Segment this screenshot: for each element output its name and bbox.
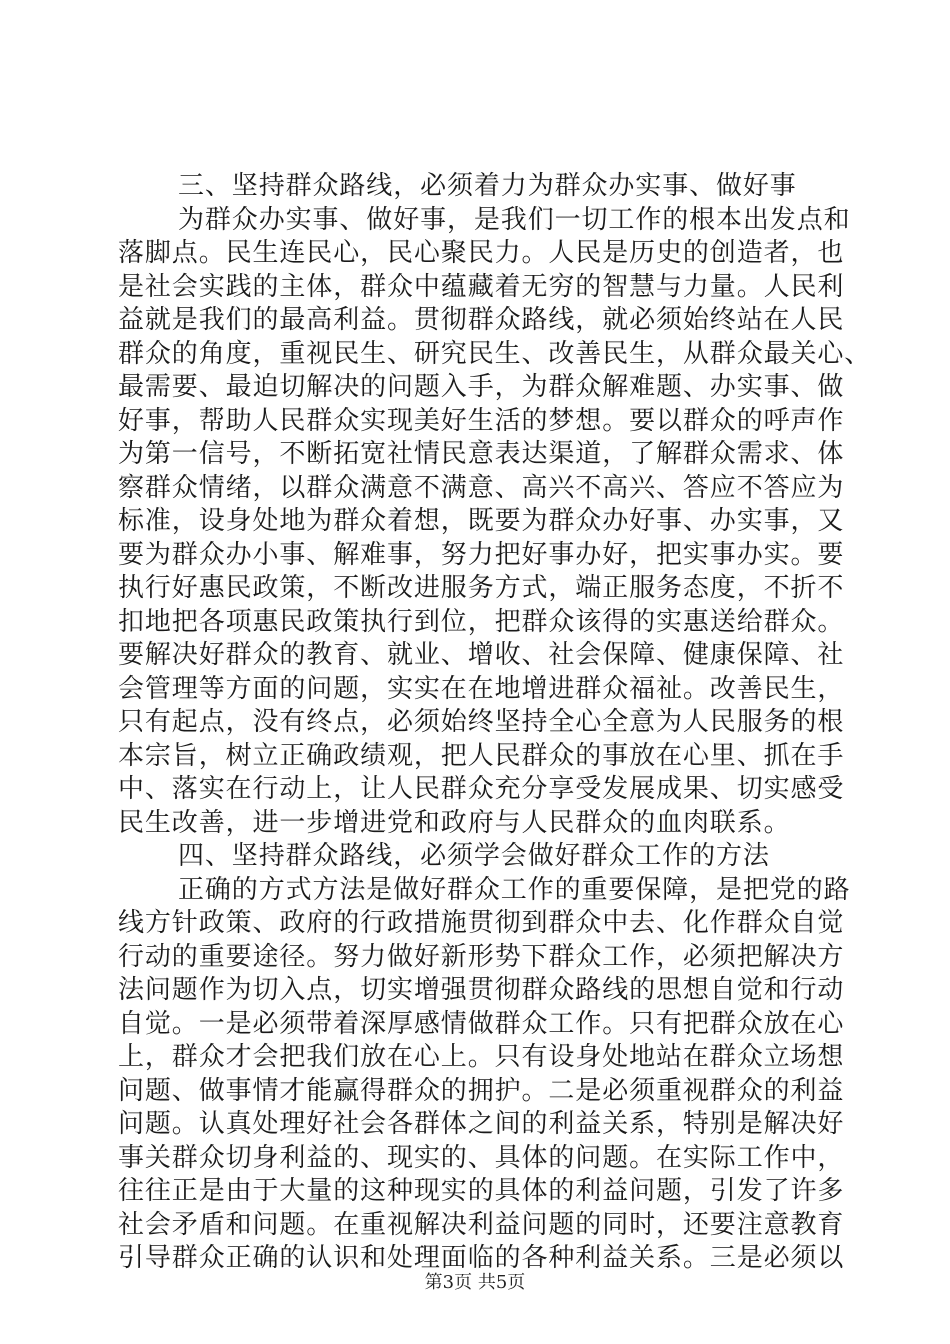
text-line: 问题。认真处理好社会各群体之间的利益关系，特别是解决好 [118,1109,845,1139]
text-line: 要为群众办小事、解难事，努力把好事办好，把实事办实。要 [118,539,845,570]
text-line: 线方针政策、政府的行政措施贯彻到群众中去、化作群众自觉 [118,908,845,938]
text-line: 好事，帮助人民群众实现美好生活的梦想。要以群众的呼声作 [118,405,845,436]
text-line: 往往正是由于大量的这种现实的具体的利益问题，引发了许多 [118,1176,845,1206]
text-line: 事关群众切身利益的、现实的、具体的问题。在实际工作中， [118,1142,845,1173]
page-footer: 第3页 共5页 [424,1272,526,1293]
text-line: 本宗旨，树立正确政绩观，把人民群众的事放在心里、抓在手 [118,740,845,771]
text-line: 民生改善，进一步增进党和政府与人民群众的血肉联系。 [118,807,791,838]
text-line: 问题、做事情才能赢得群众的拥护。二是必须重视群众的利益 [118,1075,845,1106]
text-line: 是社会实践的主体，群众中蕴藏着无穷的智慧与力量。人民利 [118,271,845,302]
section-heading: 三、坚持群众路线，必须着力为群众办实事、做好事 [178,171,797,201]
text-line: 自觉。一是必须带着深厚感情做群众工作。只有把群众放在心 [118,1008,845,1039]
text-line: 标准，设身处地为群众着想，既要为群众办好事、办实事，又 [118,506,845,536]
text-line: 落脚点。民生连民心，民心聚民力。人民是历史的创造者，也 [118,238,845,268]
section-heading: 四、坚持群众路线，必须学会做好群众工作的方法 [178,841,770,871]
text-line: 益就是我们的最高利益。贯彻群众路线，就必须始终站在人民 [118,305,845,335]
text-line: 社会矛盾和问题。在重视解决利益问题的同时，还要注意教育 [118,1209,845,1240]
text-line: 中、落实在行动上，让人民群众充分享受发展成果、切实感受 [118,774,845,804]
text-line: 会管理等方面的问题，实实在在地增进群众福祉。改善民生， [118,673,845,704]
text-line: 上，群众才会把我们放在心上。只有设身处地站在群众立场想 [118,1042,845,1072]
document-body [118,170,872,1276]
text-line: 正确的方式方法是做好群众工作的重要保障，是把党的路 [178,874,851,905]
text-line: 察群众情绪，以群众满意不满意、高兴不高兴、答应不答应为 [118,472,845,503]
text-line: 为第一信号，不断拓宽社情民意表达渠道，了解群众需求、体 [118,439,845,469]
text-line: 执行好惠民政策，不断改进服务方式，端正服务态度，不折不 [118,573,845,603]
text-line: 群众的角度，重视民生、研究民生、改善民生，从群众最关心、 [118,338,872,369]
text-line: 只有起点，没有终点，必须始终坚持全心全意为人民服务的根 [118,707,845,737]
text-line: 引导群众正确的认识和处理面临的各种利益关系。三是必须以 [118,1243,845,1273]
text-line: 扣地把各项惠民政策执行到位，把群众该得的实惠送给群众。 [118,606,845,637]
text-line: 最需要、最迫切解决的问题入手，为群众解难题、办实事、做 [118,372,845,402]
text-line: 要解决好群众的教育、就业、增收、社会保障、健康保障、社 [118,640,845,670]
text-line: 为群众办实事、做好事，是我们一切工作的根本出发点和 [178,204,851,235]
text-line: 法问题作为切入点，切实增强贯彻群众路线的思想自觉和行动 [118,975,845,1005]
text-line: 行动的重要途径。努力做好新形势下群众工作，必须把解决方 [118,941,845,972]
